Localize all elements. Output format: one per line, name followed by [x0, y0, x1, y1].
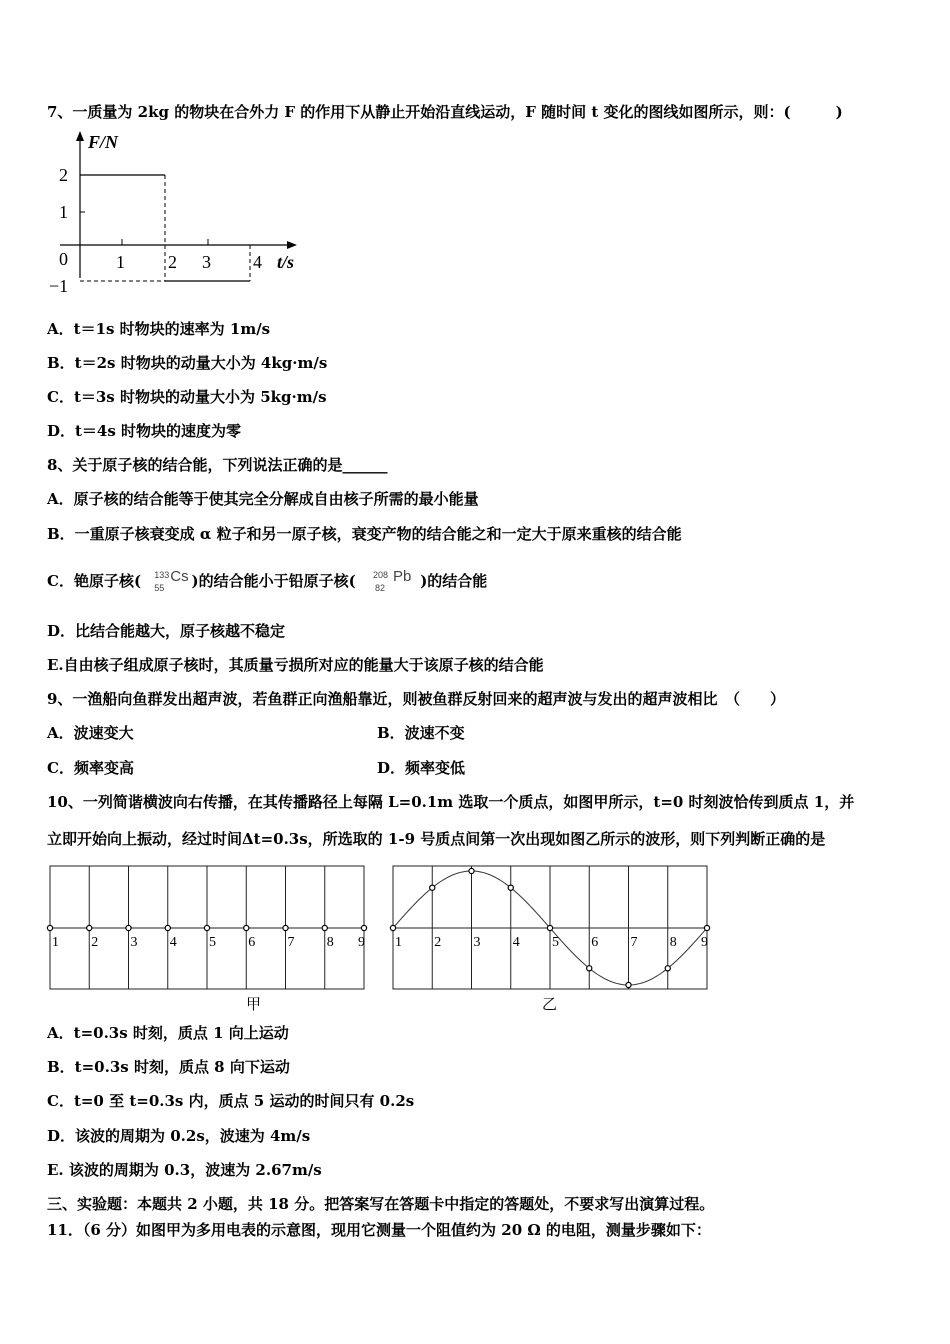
q8-option-c-part2: )的结合能小于铅原子核(: [191, 572, 356, 590]
jia-point-1: [47, 925, 52, 930]
lead-symbol: Pb: [392, 568, 412, 585]
q7-option-b: B．t＝2s 时物块的动量大小为 4kg·m/s: [47, 354, 328, 372]
yi-point-5: [547, 925, 552, 930]
x-tick-2: 2: [168, 252, 177, 272]
lead-nuclide: [361, 568, 415, 593]
fig-yi-caption: 乙: [542, 997, 558, 1013]
q8-option-c-part1: C．铯原子核(: [47, 572, 142, 590]
yi-point-label-1: 1: [395, 935, 402, 950]
yi-point-label-8: 8: [669, 935, 677, 950]
q9-option-a: A．波速变大: [47, 724, 134, 742]
jia-point-8: [322, 925, 327, 930]
jia-point-label-1: 1: [52, 935, 59, 950]
q9-option-c: C．频率变高: [47, 759, 134, 777]
jia-point-label-5: 5: [209, 935, 216, 950]
q7-stem: 7、一质量为 2kg 的物块在合外力 F 的作用下从静止开始沿直线运动，F 随时间 t 变化的图线如图所示，则：( ): [47, 103, 843, 121]
q9-stem: 9、一渔船向鱼群发出超声波，若鱼群正向渔船靠近，则被鱼群反射回来的超声波与发出的超声波相比 （ ）: [47, 690, 785, 708]
cesium-atomic-number: 55: [154, 583, 165, 593]
x-tick-0: 0: [59, 249, 68, 269]
lead-atomic-number: 82: [374, 583, 385, 593]
q8-stem: 8、关于原子核的结合能，下列说法正确的是______: [47, 456, 388, 474]
jia-point-6: [244, 925, 249, 930]
graph-ylabel: F/N: [88, 132, 119, 152]
jia-point-label-2: 2: [91, 935, 99, 950]
yi-point-label-4: 4: [512, 935, 520, 950]
q10-option-e: E. 该波的周期为 0.3，波速为 2.67m/s: [47, 1161, 322, 1179]
yi-point-1: [390, 925, 395, 930]
yi-point-8: [665, 966, 670, 971]
yi-point-label-9: 9: [701, 935, 708, 950]
q8-option-c-part3: )的结合能: [420, 572, 488, 590]
jia-point-3: [126, 925, 131, 930]
q7-force-time-graph: [45, 128, 315, 303]
jia-point-label-9: 9: [358, 935, 365, 950]
fig-jia-caption: 甲: [246, 997, 262, 1013]
yi-point-label-7: 7: [630, 935, 638, 950]
jia-point-label-4: 4: [169, 935, 177, 950]
q7-option-c: C．t＝3s 时物块的动量大小为 5kg·m/s: [47, 388, 327, 406]
cesium-nuclide: [146, 568, 189, 593]
yi-point-4: [508, 885, 513, 890]
y-tick-2: 2: [59, 165, 68, 185]
q8-option-d: D．比结合能越大，原子核越不稳定: [47, 622, 286, 640]
q8-option-e: E.自由核子组成原子核时，其质量亏损所对应的能量大于该原子核的结合能: [47, 656, 544, 674]
yi-point-label-5: 5: [552, 935, 559, 950]
q8-option-b: B．一重原子核衰变成 α 粒子和另一原子核，衰变产物的结合能之和一定大于原来重核的结合能: [47, 525, 682, 543]
jia-point-label-3: 3: [130, 935, 138, 950]
yi-point-7: [626, 982, 631, 987]
cesium-mass-number: 133: [154, 570, 170, 580]
q10-figure-yi: [389, 862, 714, 1014]
jia-point-label-8: 8: [326, 935, 334, 950]
section-3-heading: 三、实验题：本题共 2 小题，共 18 分。把答案写在答题卡中指定的答题处，不要求写出演算过程。: [47, 1195, 715, 1213]
yi-point-3: [469, 868, 474, 873]
jia-point-2: [87, 925, 92, 930]
q10-option-d: D．该波的周期为 0.2s，波速为 4m/s: [47, 1127, 311, 1145]
q10-stem-line1: 10、一列简谐横波向右传播，在其传播路径上每隔 L=0.1m 选取一个质点，如图甲所示，t=0 时刻波恰传到质点 1，并: [47, 793, 855, 811]
jia-point-label-6: 6: [248, 935, 256, 950]
q10-figure-jia: [46, 862, 371, 1014]
x-tick-3: 3: [202, 252, 211, 272]
q10-stem-line2: 立即开始向上振动，经过时间Δt=0.3s，所选取的 1-9 号质点间第一次出现如图乙所示的波形，则下列判断正确的是: [47, 830, 826, 848]
q10-option-a: A．t=0.3s 时刻，质点 1 向上运动: [47, 1024, 289, 1042]
jia-point-label-7: 7: [287, 935, 295, 950]
q8-option-a: A．原子核的结合能等于使其完全分解成自由核子所需的最小能量: [47, 490, 479, 508]
lead-mass-number: 208: [372, 570, 388, 580]
yi-point-9: [704, 925, 709, 930]
yi-point-label-6: 6: [591, 935, 599, 950]
yi-point-label-2: 2: [434, 935, 442, 950]
y-tick-neg1: −1: [49, 276, 69, 296]
q8-option-c: [47, 568, 488, 593]
jia-point-9: [361, 925, 366, 930]
q10-option-c: C．t=0 至 t=0.3s 内，质点 5 运动的时间只有 0.2s: [47, 1092, 415, 1110]
jia-point-7: [283, 925, 288, 930]
yi-point-label-3: 3: [473, 935, 481, 950]
cesium-symbol: Cs: [170, 568, 189, 585]
yi-point-2: [430, 885, 435, 890]
q7-option-a: A．t＝1s 时物块的速率为 1m/s: [47, 320, 271, 338]
q10-option-b: B．t=0.3s 时刻，质点 8 向下运动: [47, 1058, 290, 1076]
q9-option-d: D．频率变低: [377, 759, 466, 777]
jia-point-5: [204, 925, 209, 930]
q11-stem: 11．（6 分）如图甲为多用电表的示意图，现用它测量一个阻值约为 20 Ω 的电阻，测量步骤如下：: [47, 1221, 711, 1239]
y-tick-1: 1: [59, 202, 68, 222]
q7-option-d: D．t＝4s 时物块的速度为零: [47, 422, 242, 440]
jia-point-4: [165, 925, 170, 930]
q9-option-b: B．波速不变: [377, 724, 465, 742]
graph-xlabel: t/s: [277, 252, 295, 272]
x-tick-1: 1: [116, 252, 125, 272]
x-tick-4: 4: [253, 252, 262, 272]
yi-point-6: [587, 966, 592, 971]
